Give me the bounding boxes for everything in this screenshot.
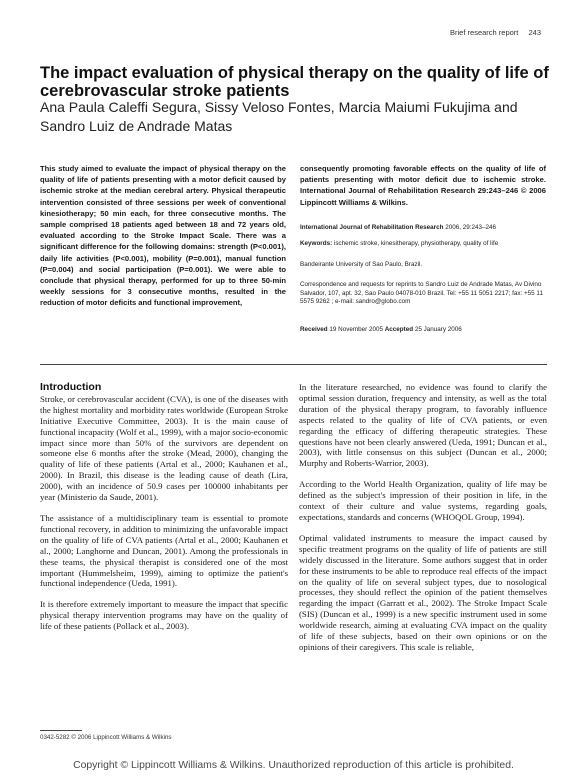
- abstract-left: This study aimed to evaluate the impact of physical therapy on the quality of life of patients presenting with a motor deficit caused by ischemic stroke at the median cerebral artery. Physical therapeutic intervention consisted of three sessions per week of conventional kinesiotherapy; 50 min each, for three consecutive months. The sample comprised 18 patients aged between 18 and 72 years old, evaluated according to the Stroke Impact Scale. There was a significant difference for the following domains: strength (P<0.001), daily life activities (P<0.001), mobility (P=0.001), manual function (P=0.004) and social participation (P=0.001). We were able to conclude that physical therapy, performed for up to three 50-min weekly sessions for 3 consecutive months, resulted in the reduction of motor deficits and functional improvement,: [40, 164, 286, 308]
- copyright-notice: Copyright © Lippincott Williams & Wilkins. Unauthorized reproduction of this article is prohibited.: [73, 760, 514, 771]
- affiliation: Bandeirante University of Sao Paulo, Brazil.: [300, 261, 423, 268]
- keywords-text: ischemic stroke, kinesitherapy, physiotherapy, quality of life: [333, 240, 499, 247]
- body-column-left: [40, 382, 288, 642]
- article-authors: Ana Paula Caleffi Segura, Sissy Veloso Fontes, Marcia Maiumi Fukujima and Sandro Luiz de Andrade Matas: [40, 99, 518, 134]
- body-paragraph: In the literature researched, no evidence was found to clarify the optimal session duration, frequency and intensity, as well as the total duration of the physical therapy program, to favorably influence aspects related to the quality of life of CVA patients, or even regarding the efficacy of differing therapeutic strategies. These questions have not been clearly answered (Ueda, 1991; Duncan et al., 2003), with little consensus on this subject (Duncan et al., 2000; Murphy and Roberts-Warrior, 2003).: [299, 382, 547, 469]
- journal-citation: [300, 224, 546, 233]
- body-paragraph: According to the World Health Organization, quality of life may be defined as the subject's impression of their position in life, in the context of their culture and value systems, regarding goals, expectations, standards and concerns (WHOQOL Group, 1994).: [299, 479, 547, 522]
- issn: 0342-5282: [40, 734, 70, 741]
- section-heading-introduction: Introduction: [40, 381, 102, 393]
- accepted-label: Accepted: [384, 326, 414, 333]
- body-paragraph: Optimal validated instruments to measure the impact caused by specific treatment programs on the quality of life of patients are still widely discussed in the literature. Some authors suggest that in order for these instruments to be able to reproduce real effects of the impact on the quality of life on several subject types, due to nosological processes, they should reflect the opinion of the patient themselves regarding the impact (Garratt et al., 2002). The Stroke Impact Scale (SIS) (Duncan et al., 1999) is a new specific instrument used in some worldwide research, aiming at evaluating CVA impact on the quality of life of these subjects, based on their own opinions or on the opinions of their caregivers. This scale is reliable,: [299, 532, 547, 652]
- journal-ref: 2006, 29:243–246: [445, 224, 496, 231]
- received-date: 19 November 2005: [329, 326, 383, 333]
- body-column-right: [299, 382, 547, 663]
- article-dates: [300, 326, 546, 335]
- running-head-section: Brief research report: [450, 28, 519, 37]
- abstract-right: consequently promoting favorable effects on the quality of life of patients presenting with motor deficit due to ischemic stroke. International Journal of Rehabilitation Research 29:243–246 © 2006 Lippincott Williams & Wilkins.: [300, 164, 546, 207]
- section-divider: [40, 364, 547, 365]
- keywords-label: Keywords:: [300, 240, 333, 247]
- correspondence: Correspondence and requests for reprints to Sandro Luiz de Andrade Matas, Av Divino Salvador, 107, apt. 32, Sao Paulo 04078-010 Brazil. Tel: +55 11 5051 2217; fax: +55 11 5575 9262 ; e-mail: sandro@globo.com: [300, 281, 543, 306]
- footer-copyright: © 2006 Lippincott Williams & Wilkins: [71, 734, 172, 741]
- body-paragraph: The assistance of a multidisciplinary team is essential to promote functional recovery, in addition to minimizing the unfavorable impact on the quality of life of CVA patients (Artal et al., 2000; Kauhanen et al., 2000; Langhorne and Duncan, 2001). Among the professionals in these teams, the physical therapist is considered one of the most important (Hummelsheim, 1999), aiming to optimize the patient's functional independence (Ueda, 1991).: [40, 512, 288, 589]
- accepted-date: 25 January 2006: [414, 326, 462, 333]
- journal-name: International Journal of Rehabilitation Research: [300, 224, 444, 231]
- received-label: Received: [300, 326, 328, 333]
- body-paragraph: It is therefore extremely important to measure the impact that specific physical therapy intervention programs may have on the quality of life of these patients (Pollack et al., 2003).: [40, 599, 288, 632]
- page-number: 243: [528, 28, 541, 37]
- footer-info: [40, 734, 171, 741]
- keywords: [300, 240, 546, 249]
- running-head: [442, 28, 541, 37]
- footer-rule: [40, 730, 82, 731]
- body-paragraph: Stroke, or cerebrovascular accident (CVA), is one of the diseases with the highest mortality and morbidity rates worldwide (European Stroke Initiative Executive Committee, 2003). It is the main cause of functional incapacity (Wolf et al., 1999), with a major socio-economic impact since more than 50% of the survivors are dependent on someone else 6 months after the stroke (Mead, 2000), changing the quality of life of these patients (Artal et al., 2000; Kauhanen et al., 2000). In Brazil, this disease is the leading cause of death (Lira, 2000), with an incidence of 50.9 cases per 100000 inhabitants per year (Ministerio da Saude, 2001).: [40, 393, 288, 503]
- article-title: The impact evaluation of physical therapy on the quality of life of cerebrovascular stroke patients: [40, 64, 549, 100]
